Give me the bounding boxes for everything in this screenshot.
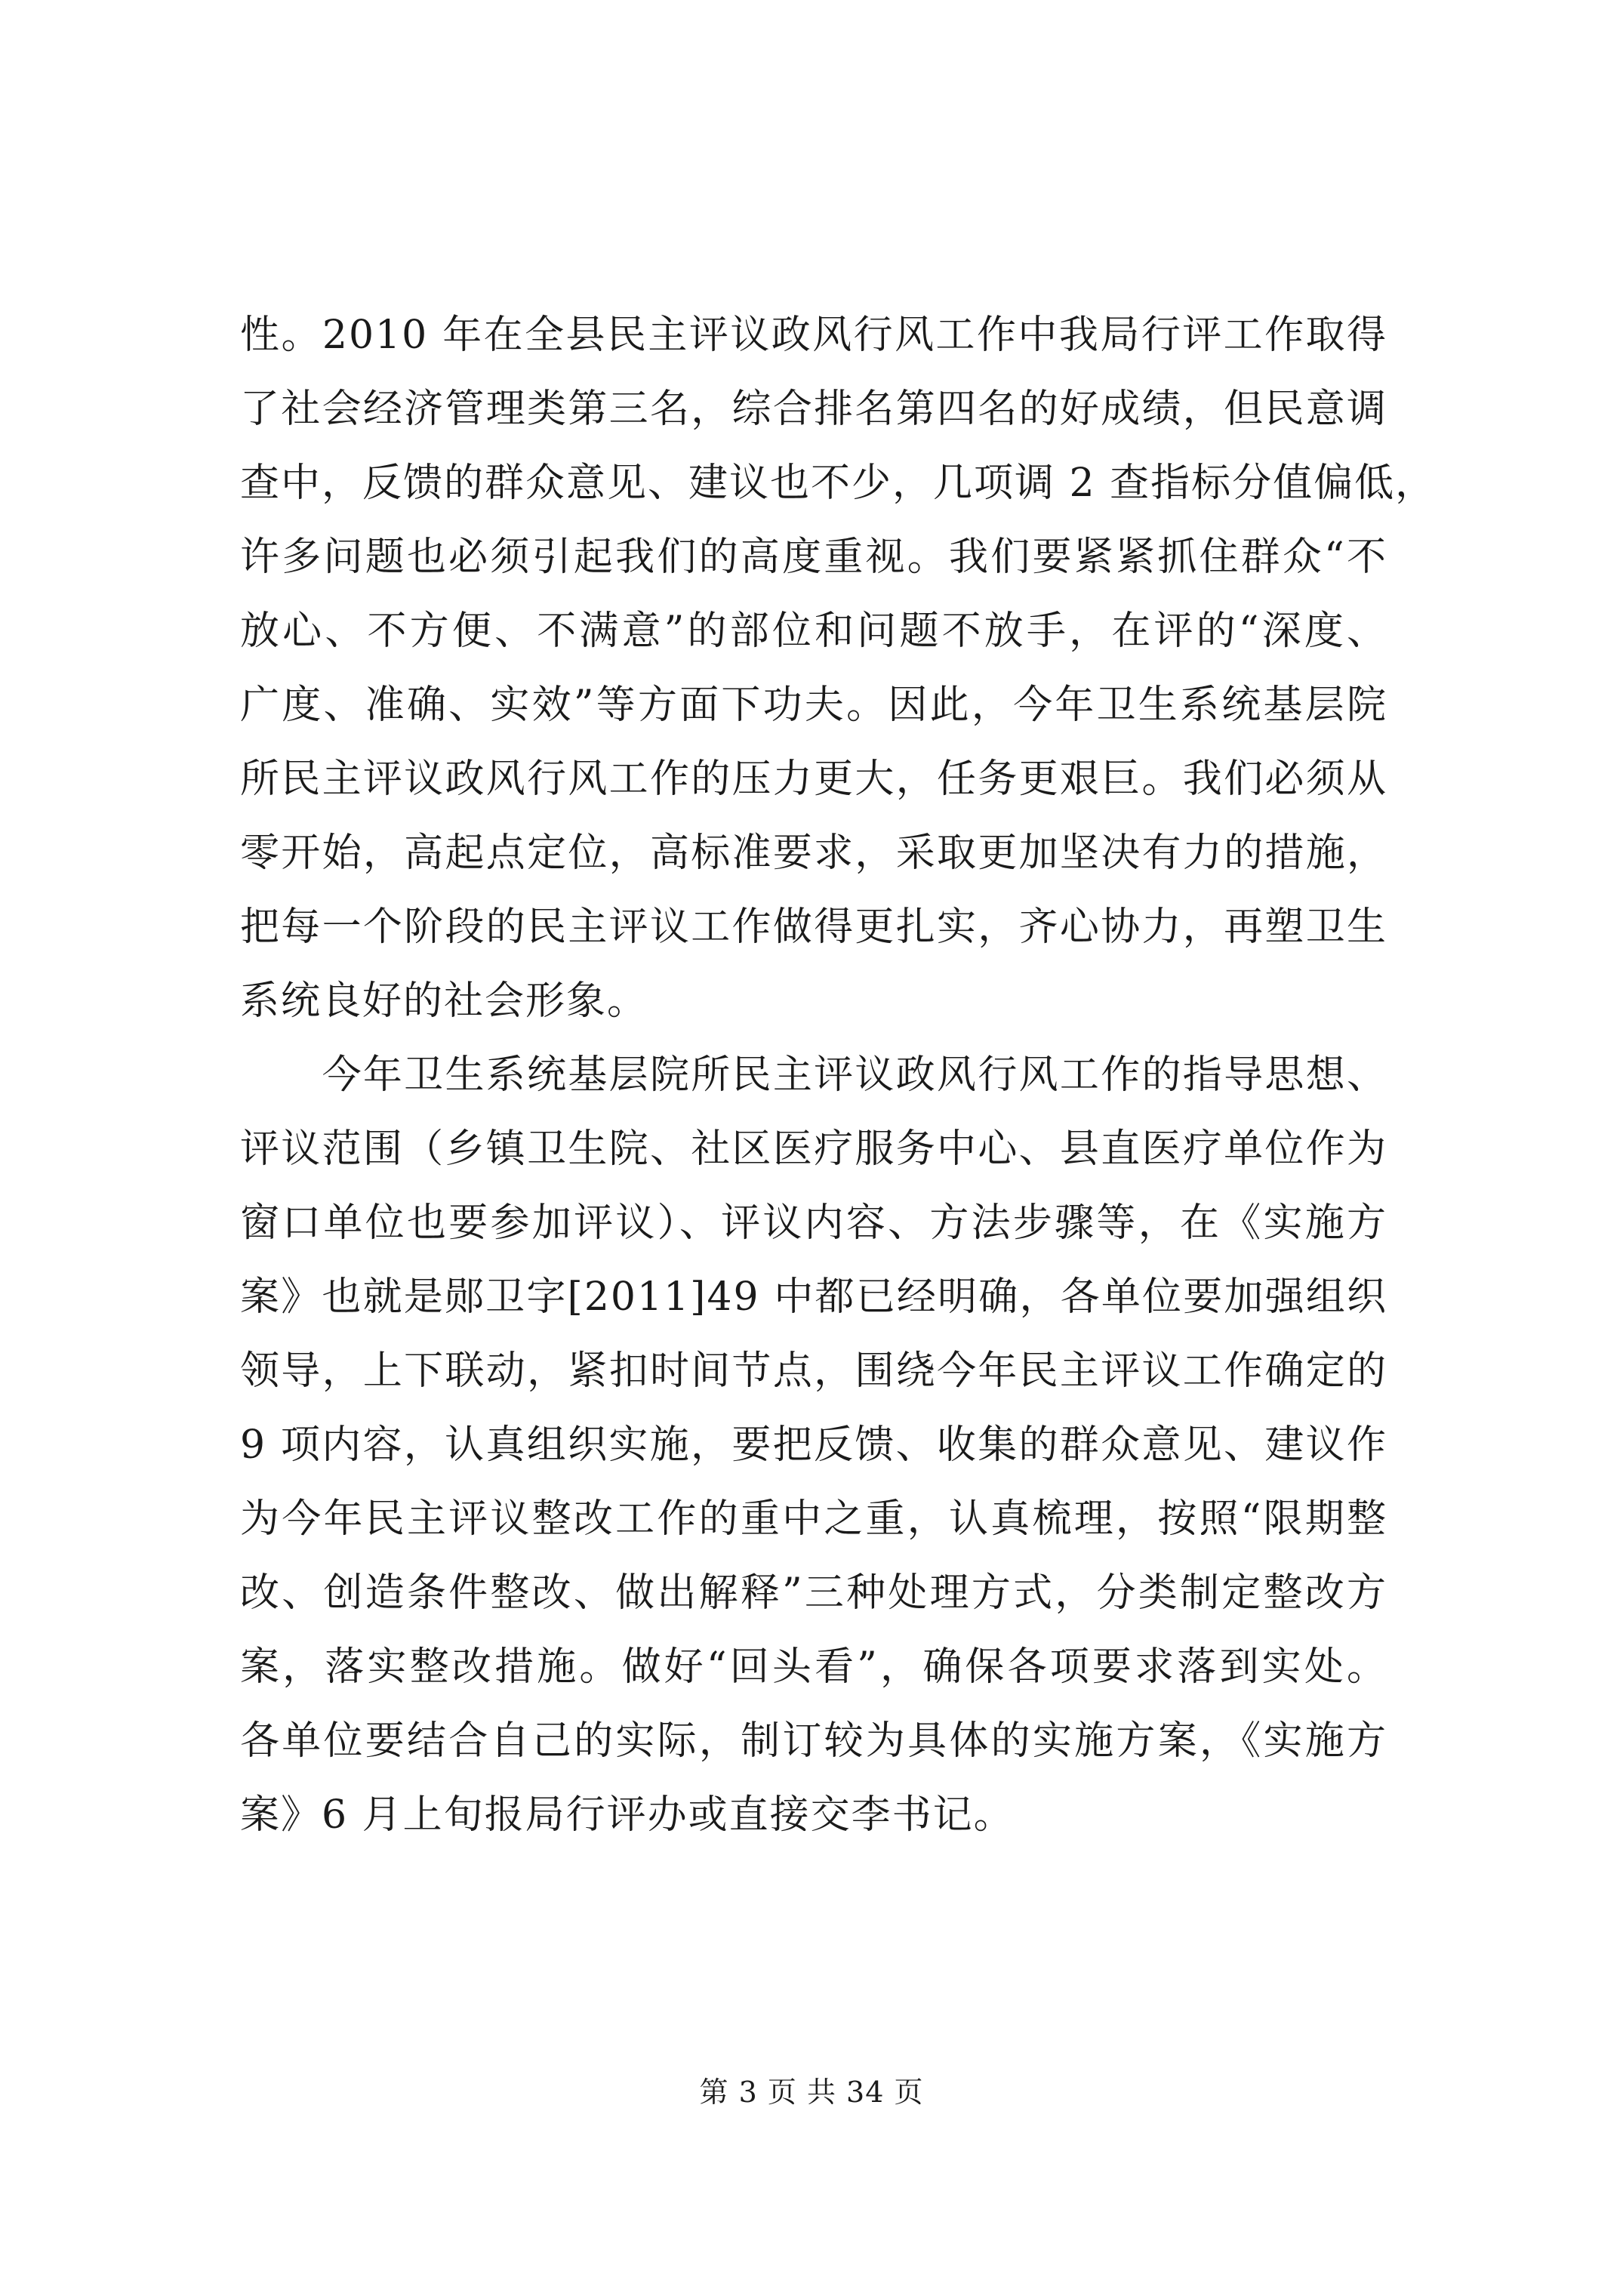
text-line: 案，落实整改措施。做好“回头看”，确保各项要求落到实处。 <box>240 1644 1387 1690</box>
text-line: 性。2010 年在全县民主评议政风行风工作中我局行评工作取得 <box>240 313 1387 358</box>
text-line: 许多问题也必须引起我们的高度重视。我们要紧紧抓住群众“不 <box>240 535 1387 580</box>
text-line: 放心、不方便、不满意”的部位和问题不放手，在评的“深度、 <box>240 609 1387 654</box>
text-line: 为今年民主评议整改工作的重中之重，认真梳理，按照“限期整 <box>240 1496 1387 1542</box>
page-number: 第 3 页 共 34 页 <box>699 2076 924 2109</box>
page-footer <box>0 2069 1623 2110</box>
text-line: 零开始，高起点定位，高标准要求，采取更加坚决有力的措施， <box>240 831 1387 876</box>
text-line: 广度、准确、实效”等方面下功夫。因此，今年卫生系统基层院 <box>240 683 1387 728</box>
text-line: 系统良好的社会形象。 <box>240 978 648 1024</box>
text-line: 了社会经济管理类第三名，综合排名第四名的好成绩，但民意调 <box>240 387 1387 432</box>
text-line: 领导，上下联动，紧扣时间节点，围绕今年民主评议工作确定的 <box>240 1348 1387 1394</box>
text-line: 所民主评议政风行风工作的压力更大，任务更艰巨。我们必须从 <box>240 757 1387 802</box>
text-line: 案》也就是郧卫字[2011]49 中都已经明确，各单位要加强组织 <box>240 1274 1387 1320</box>
text-line: 评议范围（乡镇卫生院、社区医疗服务中心、县直医疗单位作为 <box>240 1126 1387 1172</box>
text-line: 查中，反馈的群众意见、建议也不少，几项调 2 查指标分值偏低， <box>240 461 1437 506</box>
text-line: 窗口单位也要参加评议）、评议内容、方法步骤等，在《实施方 <box>240 1200 1387 1246</box>
text-line: 改、创造条件整改、做出解释”三种处理方式，分类制定整改方 <box>240 1570 1387 1616</box>
text-line: 各单位要结合自己的实际，制订较为具体的实施方案，《实施方 <box>240 1718 1387 1764</box>
text-line: 今年卫生系统基层院所民主评议政风行风工作的指导思想、 <box>240 1052 1387 1098</box>
document-body <box>240 298 1437 1852</box>
text-line: 案》6 月上旬报局行评办或直接交李书记。 <box>240 1792 1015 1838</box>
text-line: 把每一个阶段的民主评议工作做得更扎实，齐心协力，再塑卫生 <box>240 905 1387 950</box>
text-line: 9 项内容，认真组织实施，要把反馈、收集的群众意见、建议作 <box>240 1422 1387 1468</box>
